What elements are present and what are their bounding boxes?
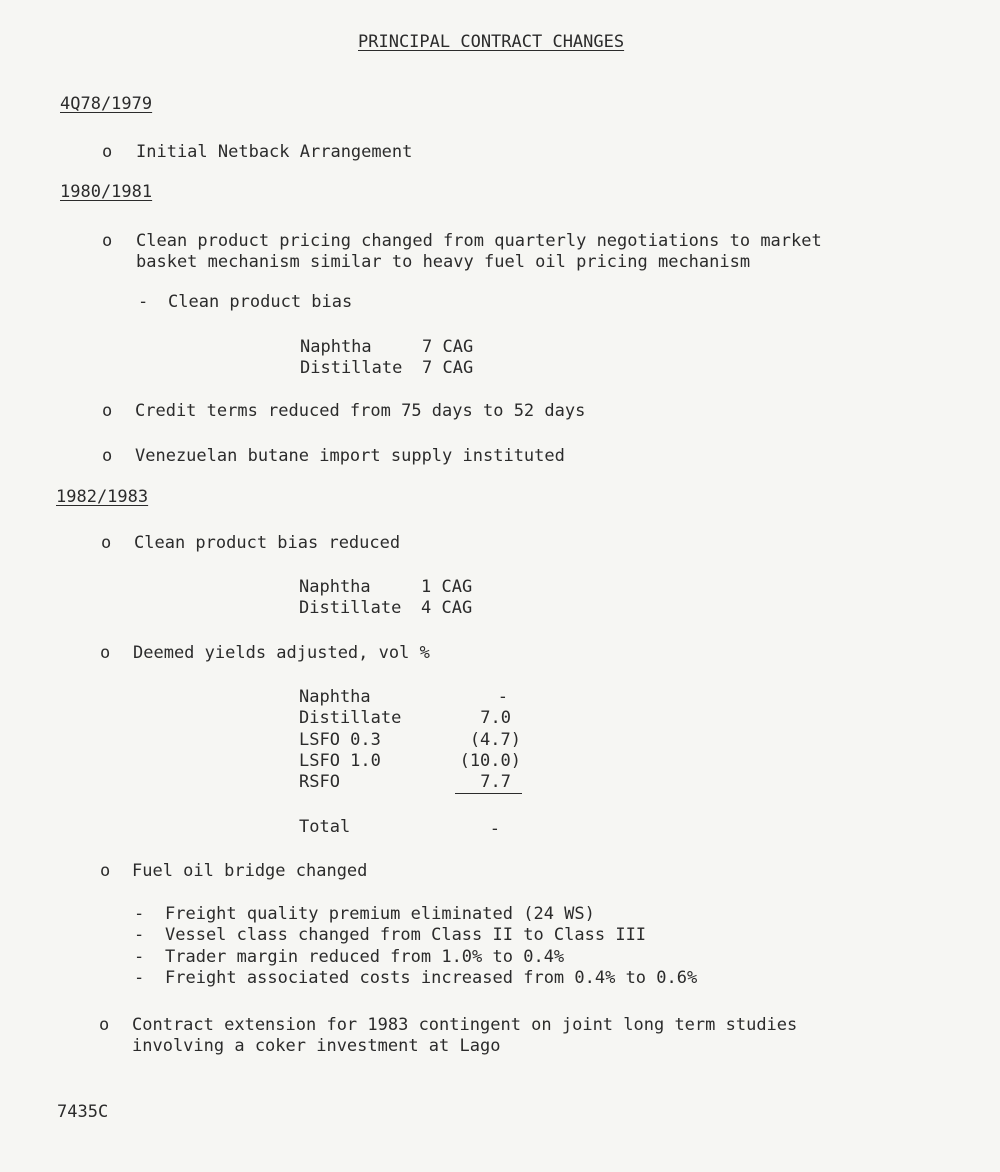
item-initial-netback: Initial Netback Arrangement: [136, 142, 413, 162]
yield-value-lsfo-10: (10.0): [459, 751, 521, 771]
yield-value-distillate: 7.0: [480, 708, 511, 728]
bias-label-distillate: Distillate: [300, 358, 403, 378]
bias-value-distillate: 7 CAG: [422, 358, 474, 378]
section-heading-1980-1981: 1980/1981: [60, 182, 153, 202]
bias-value-naphtha: 7 CAG: [422, 337, 474, 357]
bullet-marker: o: [102, 401, 113, 421]
total-rule: [455, 793, 522, 794]
yield-value-naphtha: -: [497, 687, 508, 707]
sub-item-dash: -: [134, 968, 145, 988]
sub-item-freight-costs: Freight associated costs increased from 0.4% to 0.6%: [165, 968, 698, 988]
bullet-marker: o: [100, 643, 111, 663]
yield-label-rsfo: RSFO: [299, 772, 340, 792]
section-heading-4q78-1979: 4Q78/1979: [60, 94, 153, 114]
yield-value-rsfo: 7.7: [480, 772, 511, 792]
sub-item-clean-product-bias: Clean product bias: [168, 292, 353, 312]
bias-label-naphtha: Naphtha: [299, 577, 371, 597]
item-contract-extension-line2: involving a coker investment at Lago: [132, 1036, 501, 1056]
bullet-marker: o: [102, 231, 113, 251]
footer-document-code: 7435C: [57, 1102, 109, 1122]
bias-value-naphtha: 1 CAG: [421, 577, 473, 597]
yield-label-naphtha: Naphtha: [299, 687, 371, 707]
item-clean-product-bias-reduced: Clean product bias reduced: [134, 533, 401, 553]
item-clean-product-pricing-line1: Clean product pricing changed from quarterly negotiations to market: [136, 231, 822, 251]
sub-item-trader-margin: Trader margin reduced from 1.0% to 0.4%: [165, 947, 565, 967]
yield-total-value: -: [489, 819, 500, 839]
item-deemed-yields: Deemed yields adjusted, vol %: [133, 643, 430, 663]
sub-item-vessel-class: Vessel class changed from Class II to Class III: [165, 925, 647, 945]
bias-label-naphtha: Naphtha: [300, 337, 372, 357]
yield-label-distillate: Distillate: [299, 708, 402, 728]
sub-item-dash: -: [134, 947, 145, 967]
item-contract-extension-line1: Contract extension for 1983 contingent on joint long term studies: [132, 1015, 798, 1035]
bullet-marker: o: [101, 533, 112, 553]
bias-value-distillate: 4 CAG: [421, 598, 473, 618]
sub-item-freight-quality: Freight quality premium eliminated (24 WS): [165, 904, 595, 924]
sub-item-dash: -: [138, 292, 149, 312]
item-venezuelan-butane: Venezuelan butane import supply instituted: [135, 446, 565, 466]
bullet-marker: o: [102, 142, 113, 162]
bullet-marker: o: [102, 446, 113, 466]
bias-label-distillate: Distillate: [299, 598, 402, 618]
sub-item-dash: -: [134, 925, 145, 945]
document-title: PRINCIPAL CONTRACT CHANGES: [358, 32, 625, 52]
bullet-marker: o: [100, 861, 111, 881]
yield-label-lsfo-03: LSFO 0.3: [299, 730, 381, 750]
yield-value-lsfo-03: (4.7): [469, 730, 521, 750]
item-credit-terms: Credit terms reduced from 75 days to 52 days: [135, 401, 586, 421]
sub-item-dash: -: [134, 904, 145, 924]
section-heading-1982-1983: 1982/1983: [56, 487, 149, 507]
bullet-marker: o: [99, 1015, 110, 1035]
item-fuel-oil-bridge: Fuel oil bridge changed: [132, 861, 368, 881]
item-clean-product-pricing-line2: basket mechanism similar to heavy fuel oil pricing mechanism: [136, 252, 751, 272]
yield-label-lsfo-10: LSFO 1.0: [299, 751, 381, 771]
yield-total-label: Total: [299, 817, 351, 837]
